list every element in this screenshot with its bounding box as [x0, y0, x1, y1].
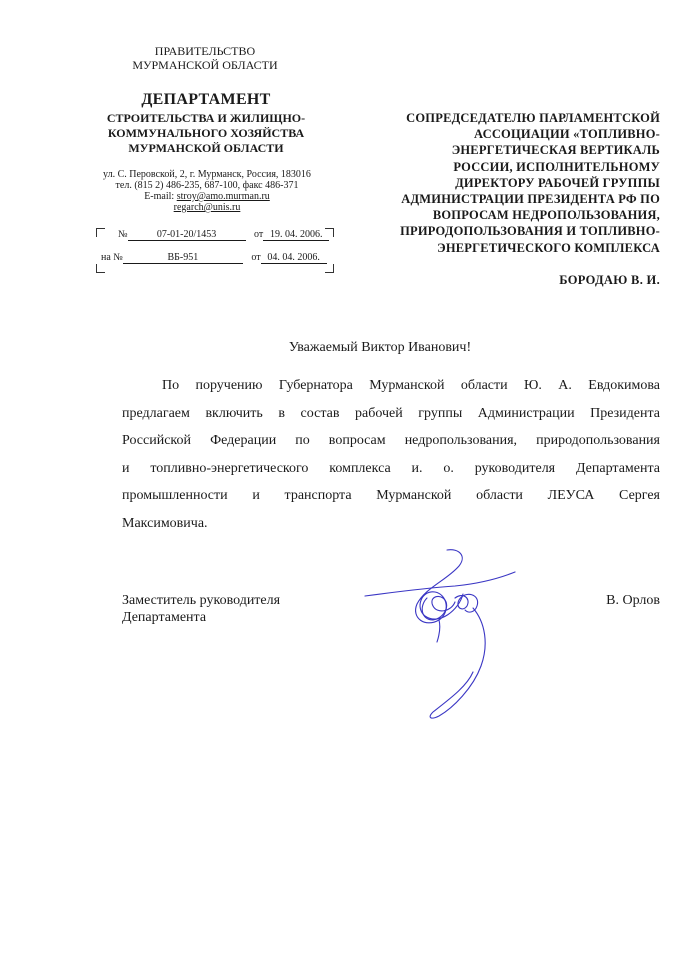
addressee-line: ДИРЕКТОРУ РАБОЧЕЙ ГРУППЫ [455, 175, 660, 190]
reference-number: ВБ-951 [123, 252, 243, 264]
phone-fax: тел. (815 2) 486-235, 687-100, факс 486-371 [115, 180, 299, 191]
addressee-line: ПРИРОДОПОЛЬЗОВАНИЯ И ТОПЛИВНО- [400, 224, 660, 239]
department-subtitle-line: МУРМАНСКОЙ ОБЛАСТИ [128, 141, 284, 155]
signatory-position-line: Заместитель руководителя [122, 593, 281, 608]
outgoing-date: 19. 04. 2006. [263, 229, 329, 241]
addressee-line: АССОЦИАЦИИ «ТОПЛИВНО- [474, 127, 660, 142]
addressee-line: ЭНЕРГЕТИЧЕСКОГО КОМПЛЕКСА [437, 240, 660, 255]
addressee-line: АДМИНИСТРАЦИИ ПРЕЗИДЕНТА РФ ПО [401, 192, 660, 207]
paragraph-line: Максимовича. [122, 515, 208, 531]
signatory-position-line: Департамента [122, 610, 207, 625]
registration-corner-mark [325, 228, 334, 237]
addressee-line: РОССИИ, ИСПОЛНИТЕЛЬНОМУ [453, 159, 660, 174]
outgoing-number: 07-01-20/1453 [128, 229, 246, 241]
registration-corner-mark [96, 228, 105, 237]
department-subtitle-line: СТРОИТЕЛЬСТВА И ЖИЛИЩНО- [106, 111, 306, 125]
signatory-position [122, 592, 280, 626]
recipient-name: БОРОДАЮ В. И. [559, 273, 660, 287]
number-label: № [118, 229, 128, 240]
paragraph-line: предлагаем включить в состав рабочей группы Администрации Президента [122, 405, 660, 421]
ref-from-label: от [251, 252, 261, 263]
handwritten-signature [355, 548, 535, 748]
email-link-1[interactable]: stroy@amo.murman.ru [176, 191, 270, 202]
email-link-2[interactable]: regarch@unis.ru [173, 202, 241, 213]
addressee-line: ВОПРОСАМ НЕДРОПОЛЬЗОВАНИЯ, [432, 208, 660, 223]
letter-paragraph [122, 372, 660, 538]
paragraph-line: Российской Федерации по вопросам недропользования, природопользования [122, 433, 660, 449]
department-title: ДЕПАРТАМЕНТ [141, 91, 271, 108]
email-line [100, 191, 314, 202]
reference-date: 04. 04. 2006. [261, 252, 327, 264]
paragraph-line: и топливно-энергетического комплекса и. о. руководителя Департамента [122, 460, 660, 476]
postal-address: ул. С. Перовской, 2, г. Мурманск, Россия, 183016 [103, 169, 311, 180]
registration-corner-mark [96, 264, 105, 273]
reference-number-row [101, 252, 327, 264]
paragraph-line: промышленности и транспорта Мурманской области ЛЕУСА Сергея [122, 488, 660, 504]
addressee-block [362, 110, 660, 256]
from-label: от [254, 229, 264, 240]
ref-label: на № [101, 252, 123, 263]
government-name [100, 44, 310, 72]
government-line: ПРАВИТЕЛЬСТВО [154, 44, 256, 58]
addressee-line: ЭНЕРГЕТИЧЕСКАЯ ВЕРТИКАЛЬ [451, 143, 660, 158]
contact-block [100, 169, 314, 213]
government-line: МУРМАНСКОЙ ОБЛАСТИ [132, 58, 278, 72]
addressee-line: СОПРЕДСЕДАТЕЛЮ ПАРЛАМЕНТСКОЙ [406, 111, 660, 125]
salutation: Уважаемый Виктор Иванович! [288, 340, 472, 355]
registration-corner-mark [325, 264, 334, 273]
department-subtitle [88, 111, 324, 156]
signatory-name: В. Орлов [606, 593, 660, 608]
email-label: E-mail: [144, 191, 177, 202]
outgoing-number-row [118, 229, 329, 241]
department-subtitle-line: КОММУНАЛЬНОГО ХОЗЯЙСТВА [107, 126, 305, 140]
paragraph-line: По поручению Губернатора Мурманской области Ю. А. Евдокимова [162, 378, 660, 393]
